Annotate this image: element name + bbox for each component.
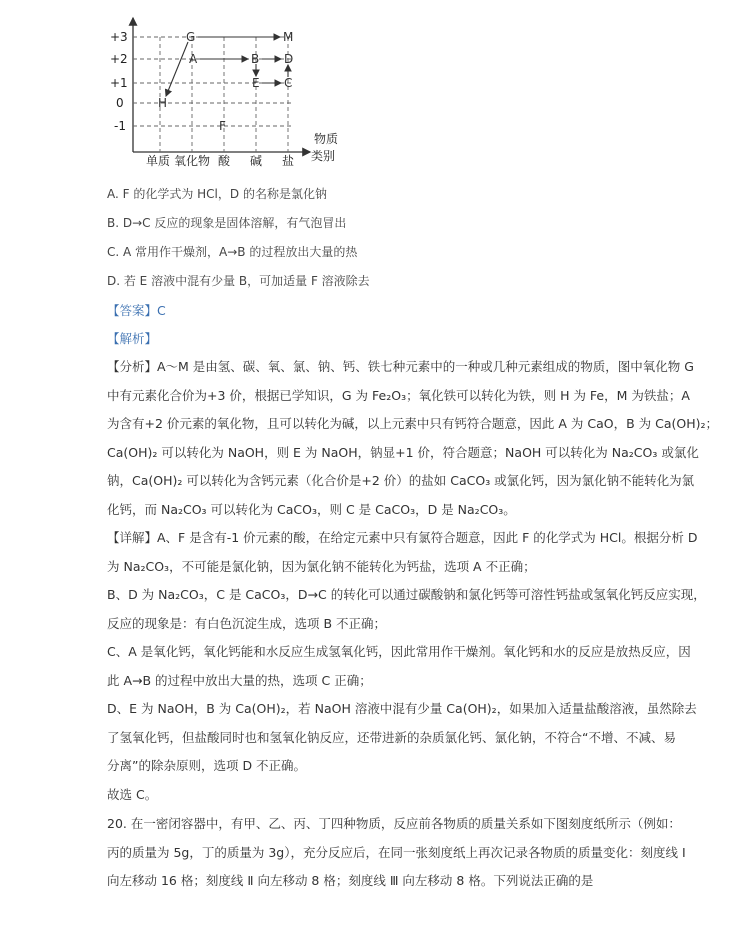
question-20-line: 向左移动 16 格；刻度线 Ⅱ 向左移动 8 格；刻度线 Ⅲ 向左移动 8 格。下列说法正确的是 bbox=[107, 873, 594, 888]
y-tick: -1 bbox=[114, 119, 126, 133]
analysis-line: 分离”的除杂原则，选项 D 不正确。 bbox=[107, 758, 307, 773]
analysis-line: 中有元素化合价为+3 价，根据已学知识，G 为 Fe₂O₃；氧化铁可以转化为铁，则 H 为 Fe，M 为铁盐；A bbox=[107, 388, 690, 403]
analysis-line: 为含有+2 价元素的氧化物，且可以转化为碱，以上元素中只有钙符合题意，因此 A 为 CaO，B 为 Ca(OH)₂； bbox=[107, 416, 719, 431]
x-label-salt: 盐 bbox=[282, 154, 295, 168]
analysis-line: 反应的现象是：有白色沉淀生成，选项 B 不正确； bbox=[107, 616, 387, 631]
analysis-conclusion: 故选 C。 bbox=[107, 787, 158, 802]
x-label-base: 碱 bbox=[250, 154, 263, 168]
analysis-line: 化钙，而 Na₂CO₃ 可以转化为 CaCO₃，则 C 是 CaCO₃，D 是 Na₂CO₃。 bbox=[107, 502, 516, 517]
point-c: C bbox=[284, 76, 293, 90]
analysis-header: 【解析】 bbox=[107, 331, 158, 346]
valence-class-diagram bbox=[100, 12, 360, 172]
point-a: A bbox=[189, 52, 198, 66]
point-h: H bbox=[158, 96, 168, 110]
analysis-line: 钠，Ca(OH)₂ 可以转化为含钙元素（化合价是+2 价）的盐如 CaCO₃ 或氯化钙，因为氯化钠不能转化为氯 bbox=[107, 473, 695, 488]
axis-title-category: 类别 bbox=[311, 149, 336, 163]
x-label-element: 单质 bbox=[146, 154, 171, 168]
analysis-line: 为 Na₂CO₃，不可能是氯化钠，因为氯化钠不能转化为钙盐，选项 A 不正确； bbox=[107, 559, 536, 574]
option-b: B. D→C 反应的现象是固体溶解，有气泡冒出 bbox=[107, 216, 347, 230]
analysis-line: 【分析】A～M 是由氢、碳、氧、氯、钠、钙、铁七种元素中的一种或几种元素组成的物质，图中氧化物 G bbox=[107, 359, 694, 374]
analysis-line: D、E 为 NaOH，B 为 Ca(OH)₂，若 NaOH 溶液中混有少量 Ca(OH)₂，如果加入适量盐酸溶液，虽然除去 bbox=[107, 701, 697, 716]
point-f: F bbox=[219, 119, 226, 133]
analysis-line: Ca(OH)₂ 可以转化为 NaOH，则 E 为 NaOH，钠显+1 价，符合题意；NaOH 可以转化为 Na₂CO₃ 或氯化 bbox=[107, 445, 699, 460]
x-label-acid: 酸 bbox=[218, 154, 231, 168]
transformation-arrows bbox=[166, 37, 288, 96]
diagram-svg bbox=[100, 12, 360, 172]
point-g: G bbox=[186, 30, 196, 44]
y-tick: +1 bbox=[110, 76, 128, 90]
point-d: D bbox=[284, 52, 294, 66]
y-tick: +2 bbox=[110, 52, 128, 66]
x-label-oxide: 氧化物 bbox=[174, 154, 211, 168]
analysis-line: 了氢氧化钙，但盐酸同时也和氢氧化钠反应，还带进新的杂质氯化钙、氯化钠，不符合“不增、不减、易 bbox=[107, 730, 676, 745]
point-m: M bbox=[283, 30, 294, 44]
option-d: D. 若 E 溶液中混有少量 B，可加适量 F 溶液除去 bbox=[107, 274, 370, 288]
point-b: B bbox=[251, 52, 260, 66]
axis-title-substance: 物质 bbox=[314, 132, 339, 146]
point-e: E bbox=[252, 76, 260, 90]
question-20-line: 20. 在一密闭容器中，有甲、乙、丙、丁四种物质，反应前各物质的质量关系如下图刻度纸所示（例如： bbox=[107, 816, 681, 831]
vertical-gridlines bbox=[160, 37, 288, 152]
question-20-line: 丙的质量为 5g，丁的质量为 3g），充分反应后，在同一张刻度纸上再次记录各物质的质量变化：刻度线 Ⅰ bbox=[107, 845, 686, 860]
analysis-line: B、D 为 Na₂CO₃，C 是 CaCO₃，D→C 的转化可以通过碳酸钠和氯化钙等可溶性钙盐或氢氧化钙反应实现， bbox=[107, 587, 706, 602]
analysis-line: C、A 是氧化钙，氧化钙能和水反应生成氢氧化钙，因此常用作干燥剂。氧化钙和水的反应是放热反应，因 bbox=[107, 644, 691, 659]
analysis-line: 此 A→B 的过程中放出大量的热，选项 C 正确； bbox=[107, 673, 372, 688]
analysis-line: 【详解】A、F 是含有-1 价元素的酸，在给定元素中只有氯符合题意，因此 F 的化学式为 HCl。根据分析 D bbox=[107, 530, 698, 545]
option-c: C. A 常用作干燥剂，A→B 的过程放出大量的热 bbox=[107, 245, 358, 259]
horizontal-gridlines bbox=[133, 37, 292, 126]
y-tick: 0 bbox=[116, 96, 124, 110]
option-a: A. F 的化学式为 HCl，D 的名称是氯化钠 bbox=[107, 187, 327, 201]
y-tick: +3 bbox=[110, 30, 128, 44]
answer-label: 【答案】C bbox=[107, 303, 166, 318]
